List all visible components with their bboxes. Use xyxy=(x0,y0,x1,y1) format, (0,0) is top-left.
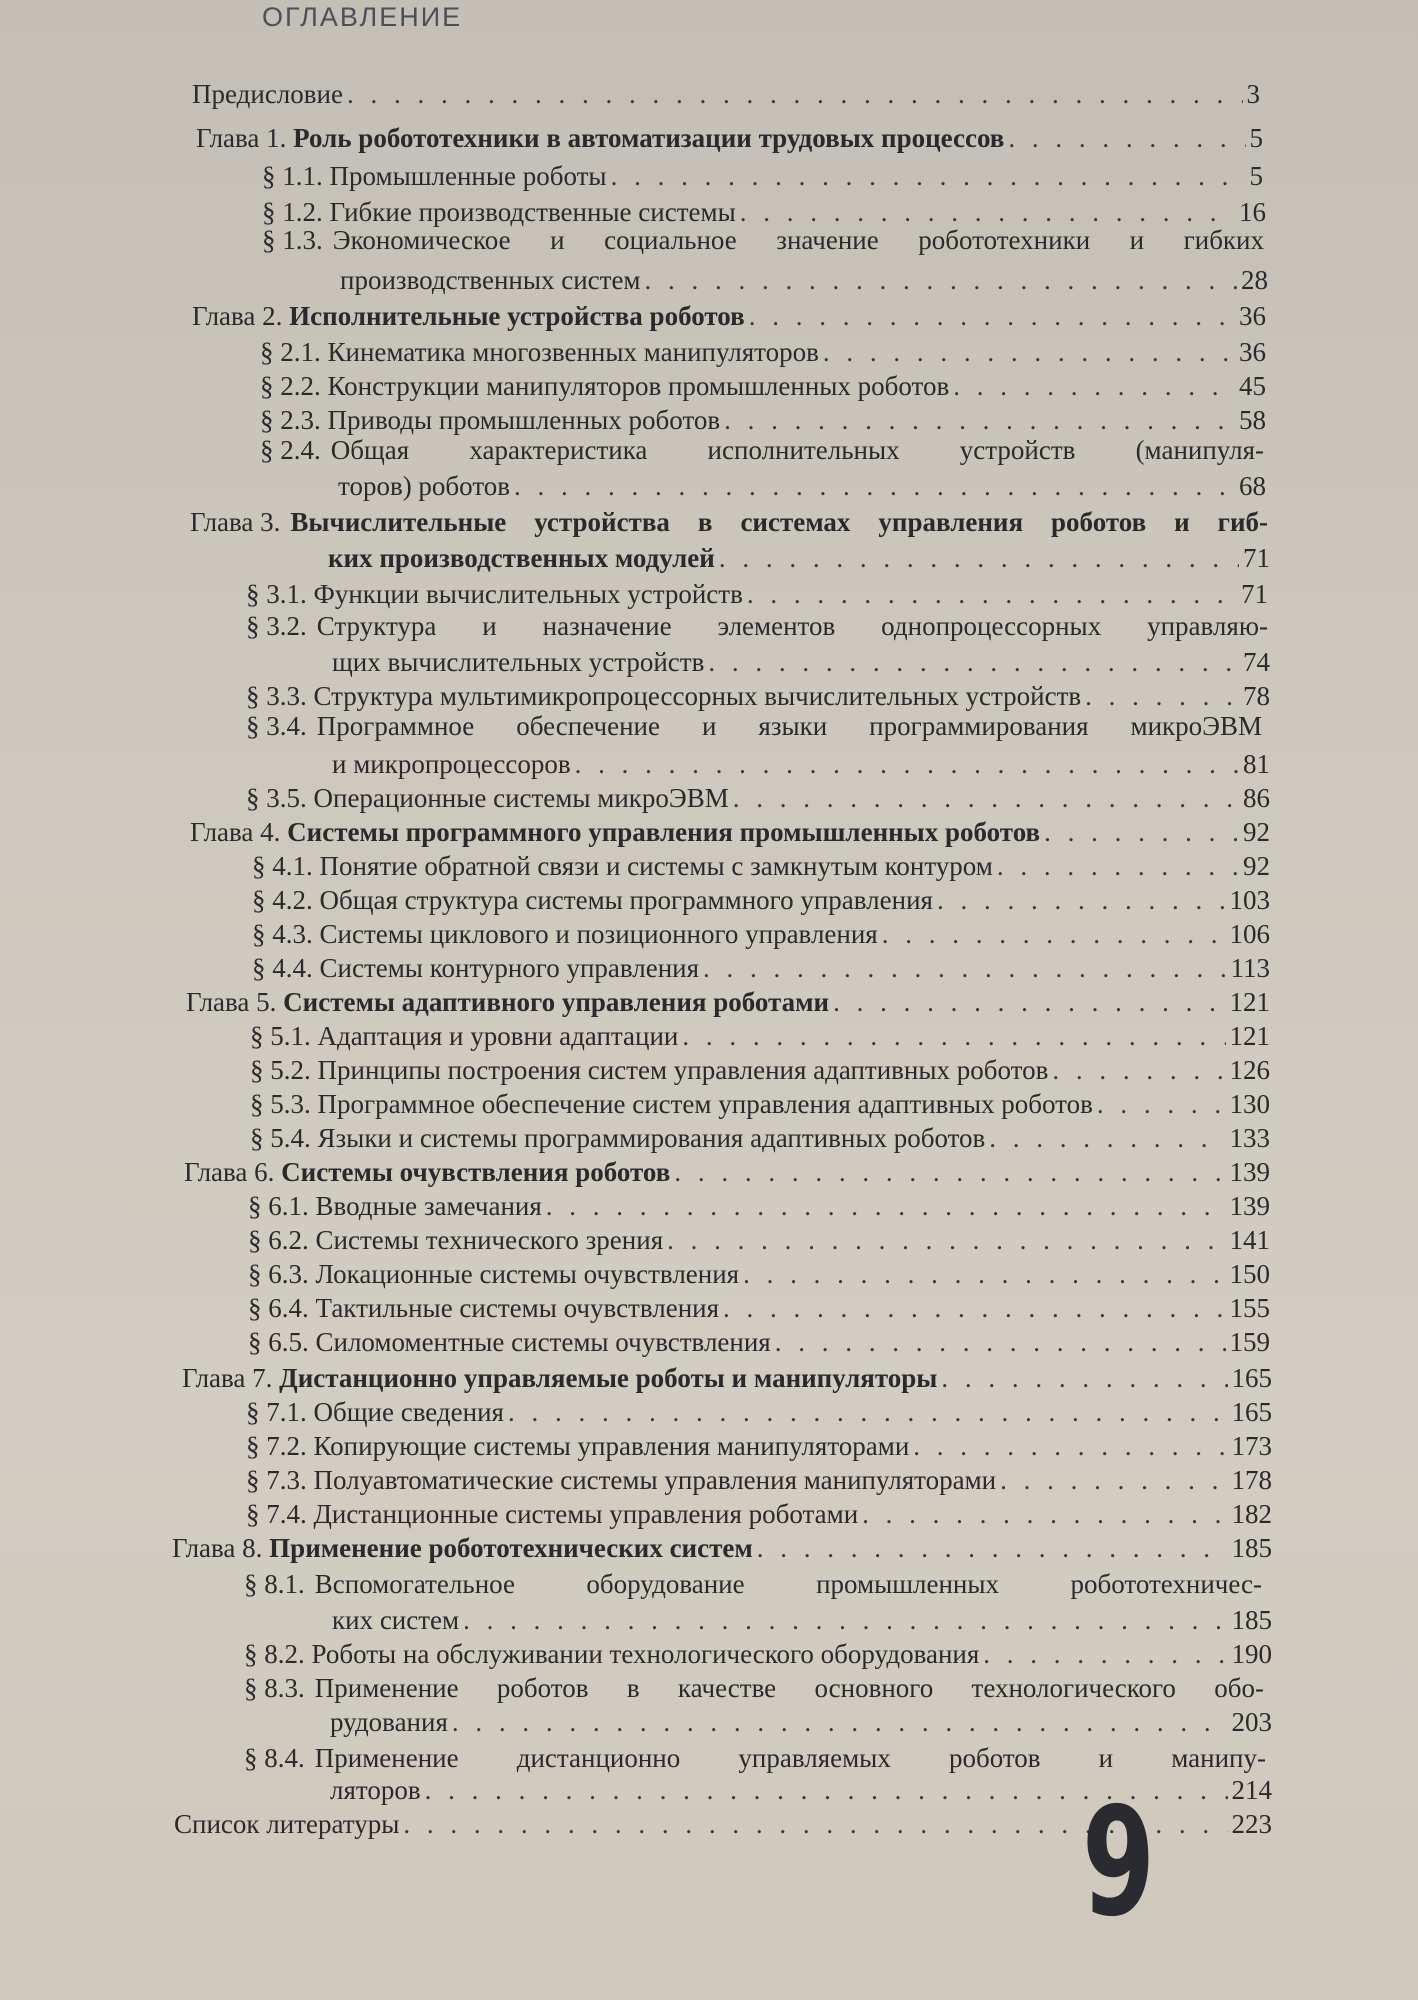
toc-entry-section-3-4-cont[interactable] xyxy=(332,748,1270,780)
toc-entry-section-2-4[interactable] xyxy=(260,434,1264,466)
toc-entry-preface[interactable] xyxy=(192,78,1260,110)
section-number: § 5.4. xyxy=(250,1123,311,1153)
section-number: § 1.2. xyxy=(262,197,323,227)
toc-entry-chapter-8[interactable] xyxy=(172,1532,1272,1564)
page-number: 92 xyxy=(1243,851,1270,881)
toc-entry-section-3-3[interactable] xyxy=(246,680,1270,712)
page-number: 141 xyxy=(1229,1225,1270,1255)
section-number: § 6.4. xyxy=(248,1293,309,1323)
section-number: § 6.5. xyxy=(248,1327,309,1357)
toc-entry-section-5-4[interactable] xyxy=(250,1122,1270,1154)
toc-entry-chapter-6[interactable] xyxy=(184,1156,1270,1188)
section-title: Структура мультимикропроцессорных вычислительных устройств xyxy=(313,681,1082,711)
leader-dots xyxy=(1044,816,1239,848)
section-title: Тактильные системы очувствления xyxy=(315,1293,720,1323)
toc-entry-section-3-1[interactable] xyxy=(246,578,1268,610)
section-title: Принципы построения систем управления адаптивных роботов xyxy=(317,1055,1049,1085)
chapter-number: Глава 5. xyxy=(186,987,277,1017)
section-number: § 2.3. xyxy=(260,405,321,435)
section-title-line-2: производственных систем xyxy=(340,265,641,295)
leader-dots xyxy=(708,646,1239,678)
section-title-line-1: Общая характеристика исполнительных устройств (манипуля- xyxy=(330,435,1264,465)
section-title-line-1: Структура и назначение элементов однопроцессорных управляю- xyxy=(316,611,1268,641)
leader-dots xyxy=(1085,680,1239,712)
section-title: Общая структура системы программного управления xyxy=(319,885,933,915)
toc-entry-section-5-1[interactable] xyxy=(250,1020,1270,1052)
toc-entry-chapter-2[interactable] xyxy=(192,300,1266,332)
section-title: Полуавтоматические системы управления манипуляторами xyxy=(313,1465,997,1495)
handwritten-page-mark: 9 xyxy=(1082,1776,1156,1950)
page-number: 45 xyxy=(1239,371,1266,401)
section-number: § 5.1. xyxy=(250,1021,311,1051)
page-number: 130 xyxy=(1229,1089,1270,1119)
section-title: Силомоментные системы очувствления xyxy=(315,1327,771,1357)
toc-entry-section-3-2-cont[interactable] xyxy=(332,646,1270,678)
page-number: 113 xyxy=(1230,953,1270,983)
section-title: Вводные замечания xyxy=(315,1191,542,1221)
toc-entry-section-3-2[interactable] xyxy=(246,610,1268,642)
page-number: 71 xyxy=(1243,543,1270,573)
page-number: 139 xyxy=(1229,1157,1270,1187)
section-title: Конструкции манипуляторов промышленных роботов xyxy=(327,371,950,401)
leader-dots xyxy=(749,300,1235,332)
page-number: 121 xyxy=(1229,1021,1270,1051)
section-number: § 3.4. xyxy=(246,711,307,741)
toc-entry-section-2-3[interactable] xyxy=(260,404,1266,436)
page-number: 103 xyxy=(1229,885,1270,915)
entry-title: Список литературы xyxy=(174,1809,400,1839)
section-number: § 4.3. xyxy=(252,919,313,949)
section-title: Копирующие системы управления манипуляторами xyxy=(313,1431,910,1461)
leader-dots xyxy=(1097,1088,1226,1120)
page-number: 92 xyxy=(1243,817,1270,847)
page-number: 126 xyxy=(1229,1055,1270,1085)
leader-dots xyxy=(452,1706,1228,1738)
chapter-number: Глава 7. xyxy=(182,1363,273,1393)
toc-entry-section-1-3[interactable] xyxy=(262,224,1264,256)
section-number: § 1.1. xyxy=(262,161,323,191)
section-number: § 2.4. xyxy=(260,435,321,465)
chapter-title: Применение робототехнических систем xyxy=(269,1533,753,1563)
chapter-number: Глава 3. xyxy=(190,507,281,537)
leader-dots xyxy=(983,1638,1227,1670)
page-number: 185 xyxy=(1231,1533,1272,1563)
section-number: § 6.2. xyxy=(248,1225,309,1255)
leader-dots xyxy=(463,1604,1227,1636)
leader-dots xyxy=(941,1362,1227,1394)
section-number: § 5.3. xyxy=(250,1089,311,1119)
toc-entry-section-6-1[interactable] xyxy=(248,1190,1270,1222)
section-title: Гибкие производственные системы xyxy=(329,197,736,227)
page-number: 203 xyxy=(1231,1707,1272,1737)
section-number: § 6.3. xyxy=(248,1259,309,1289)
toc-entry-chapter-4[interactable] xyxy=(190,816,1270,848)
page-number: 121 xyxy=(1229,987,1270,1017)
toc-entry-section-5-3[interactable] xyxy=(250,1088,1270,1120)
section-title: Функции вычислительных устройств xyxy=(313,579,743,609)
toc-entry-section-7-2[interactable] xyxy=(246,1430,1272,1462)
section-title-line-1: Применение дистанционно управляемых роботов и манипу- xyxy=(314,1743,1266,1773)
section-number: § 3.5. xyxy=(246,783,307,813)
section-title-line-2: и микропроцессоров xyxy=(332,749,571,779)
chapter-title: Дистанционно управляемые роботы и манипуляторы xyxy=(279,1363,938,1393)
chapter-title: Системы программного управления промышленных роботов xyxy=(287,817,1041,847)
toc-entry-section-7-4[interactable] xyxy=(246,1498,1272,1530)
page-number: 182 xyxy=(1231,1499,1272,1529)
entry-title: Предисловие xyxy=(192,79,343,109)
page-number: 58 xyxy=(1239,405,1266,435)
toc-entry-section-6-5[interactable] xyxy=(248,1326,1270,1358)
page-number: 36 xyxy=(1239,337,1266,367)
section-title: Адаптация и уровни адаптации xyxy=(317,1021,679,1051)
section-number: § 7.2. xyxy=(246,1431,307,1461)
section-number: § 5.2. xyxy=(250,1055,311,1085)
leader-dots xyxy=(508,1396,1228,1428)
section-title-line-1: Экономическое и социальное значение робототехники и гибких xyxy=(332,225,1264,255)
leader-dots xyxy=(674,1156,1225,1188)
section-title: Операционные системы микроЭВМ xyxy=(313,783,729,813)
section-number: § 2.1. xyxy=(260,337,321,367)
section-title-line-1: Программное обеспечение и языки программирования микроЭВМ xyxy=(316,711,1262,741)
leader-dots xyxy=(989,1122,1225,1154)
section-title: Системы циклового и позиционного управления xyxy=(319,919,878,949)
section-number: § 1.3. xyxy=(262,225,323,255)
section-number: § 3.3. xyxy=(246,681,307,711)
section-title: Понятие обратной связи и системы с замкнутым контуром xyxy=(319,851,993,881)
toc-entry-section-8-4[interactable] xyxy=(244,1742,1266,1774)
page-number: 165 xyxy=(1231,1397,1272,1427)
page-number: 3 xyxy=(1246,79,1260,109)
page-number: 71 xyxy=(1241,579,1268,609)
section-title-line-2: щих вычислительных устройств xyxy=(332,647,705,677)
toc-entry-section-3-4[interactable] xyxy=(246,710,1262,742)
section-number: § 4.2. xyxy=(252,885,313,915)
leader-dots xyxy=(823,336,1235,368)
leader-dots xyxy=(645,264,1237,296)
section-title-line-2: ких систем xyxy=(332,1605,460,1635)
leader-dots xyxy=(514,470,1235,502)
leader-dots xyxy=(997,850,1239,882)
section-number: § 4.1. xyxy=(252,851,313,881)
page-number: 223 xyxy=(1231,1809,1272,1839)
section-title: Системы технического зрения xyxy=(315,1225,664,1255)
toc-entry-chapter-1[interactable] xyxy=(196,122,1263,154)
leader-dots xyxy=(775,1326,1226,1358)
leader-dots xyxy=(757,1532,1228,1564)
toc-entry-section-4-1[interactable] xyxy=(252,850,1270,882)
toc-entry-section-6-2[interactable] xyxy=(248,1224,1270,1256)
section-number: § 7.4. xyxy=(246,1499,307,1529)
section-title-line-2: торов) роботов xyxy=(338,471,511,501)
section-number: § 3.2. xyxy=(246,611,307,641)
leader-dots xyxy=(611,160,1246,192)
section-number: § 3.1. xyxy=(246,579,307,609)
toc-entry-chapter-5[interactable] xyxy=(186,986,1270,1018)
chapter-title: Роль робототехники в автоматизации трудовых процессов xyxy=(293,123,1005,153)
toc-entry-chapter-3-cont[interactable] xyxy=(328,542,1270,574)
toc-entry-section-4-3[interactable] xyxy=(252,918,1270,950)
page-number: 185 xyxy=(1231,1605,1272,1635)
toc-entry-section-5-2[interactable] xyxy=(250,1054,1270,1086)
toc-entry-section-2-2[interactable] xyxy=(260,370,1266,402)
section-title: Языки и системы программирования адаптивных роботов xyxy=(317,1123,986,1153)
chapter-title-line-2: ких производственных модулей xyxy=(328,543,715,573)
page-number: 28 xyxy=(1241,265,1268,295)
page-number: 16 xyxy=(1239,197,1266,227)
section-number: § 4.4. xyxy=(252,953,313,983)
chapter-number: Глава 4. xyxy=(190,817,281,847)
page-number: 139 xyxy=(1229,1191,1270,1221)
page-number: 173 xyxy=(1231,1431,1272,1461)
page-number: 155 xyxy=(1229,1293,1270,1323)
page-number: 36 xyxy=(1239,301,1266,331)
toc-entry-chapter-3[interactable] xyxy=(190,506,1268,538)
section-number: § 8.2. xyxy=(244,1639,305,1669)
section-title: Промышленные роботы xyxy=(329,161,607,191)
toc-entry-section-8-2[interactable] xyxy=(244,1638,1272,1670)
section-title: Роботы на обслуживании технологического оборудования xyxy=(311,1639,980,1669)
section-number: § 2.2. xyxy=(260,371,321,401)
leader-dots xyxy=(913,1430,1227,1462)
page-number: 159 xyxy=(1229,1327,1270,1357)
chapter-number: Глава 6. xyxy=(184,1157,275,1187)
leader-dots xyxy=(743,1258,1225,1290)
toc-entry-section-6-3[interactable] xyxy=(248,1258,1270,1290)
toc-entry-section-4-4[interactable] xyxy=(252,952,1270,984)
toc-entry-section-2-1[interactable] xyxy=(260,336,1266,368)
leader-dots xyxy=(667,1224,1225,1256)
page-number: 178 xyxy=(1231,1465,1272,1495)
page-number: 74 xyxy=(1243,647,1270,677)
section-number: § 8.4. xyxy=(244,1743,305,1773)
section-title: Системы контурного управления xyxy=(319,953,700,983)
chapter-title: Системы очувствления роботов xyxy=(281,1157,671,1187)
toc-entry-section-8-1[interactable] xyxy=(244,1568,1262,1600)
toc-entry-section-8-3[interactable] xyxy=(244,1672,1264,1704)
section-number: § 6.1. xyxy=(248,1191,309,1221)
leader-dots xyxy=(1052,1054,1225,1086)
page-number: 5 xyxy=(1249,123,1263,153)
page-number: 150 xyxy=(1229,1259,1270,1289)
page-number: 214 xyxy=(1231,1775,1272,1805)
toc-entry-section-1-3-cont[interactable] xyxy=(340,264,1268,296)
section-title: Приводы промышленных роботов xyxy=(327,405,721,435)
page-number: 106 xyxy=(1229,919,1270,949)
leader-dots xyxy=(682,1020,1225,1052)
leader-dots xyxy=(1008,122,1245,154)
section-number: § 7.3. xyxy=(246,1465,307,1495)
leader-dots xyxy=(1000,1464,1227,1496)
toc-entry-section-8-3-cont[interactable] xyxy=(330,1706,1272,1738)
section-title: Общие сведения xyxy=(313,1397,504,1427)
toc-entry-section-4-2[interactable] xyxy=(252,884,1270,916)
leader-dots xyxy=(724,404,1235,436)
section-title: Дистанционные системы управления роботами xyxy=(313,1499,859,1529)
section-number: § 7.1. xyxy=(246,1397,307,1427)
section-title: Кинематика многозвенных манипуляторов xyxy=(327,337,819,367)
section-title: Программное обеспечение систем управления адаптивных роботов xyxy=(317,1089,1093,1119)
leader-dots xyxy=(733,782,1239,814)
leader-dots xyxy=(882,918,1226,950)
section-title-line-1: Применение роботов в качестве основного технологического обо- xyxy=(314,1673,1264,1703)
page-number: 165 xyxy=(1231,1363,1272,1393)
leader-dots xyxy=(347,78,1243,110)
toc-entry-chapter-7[interactable] xyxy=(182,1362,1272,1394)
section-title: Локационные системы очувствления xyxy=(315,1259,740,1289)
chapter-title-line-1: Вычислительные устройства в системах управления роботов и гиб- xyxy=(290,507,1268,537)
toc-entry-section-3-5[interactable] xyxy=(246,782,1270,814)
chapter-title: Исполнительные устройства роботов xyxy=(289,301,745,331)
leader-dots xyxy=(953,370,1235,402)
page-number: 68 xyxy=(1239,471,1266,501)
chapter-title: Системы адаптивного управления роботами xyxy=(283,987,830,1017)
leader-dots xyxy=(546,1190,1226,1222)
leader-dots xyxy=(703,952,1226,984)
leader-dots xyxy=(723,1292,1225,1324)
section-number: § 8.3. xyxy=(244,1673,305,1703)
chapter-number: Глава 2. xyxy=(192,301,283,331)
section-title-line-2: рудования xyxy=(330,1707,448,1737)
leader-dots xyxy=(719,542,1239,574)
page-number: 78 xyxy=(1243,681,1270,711)
leader-dots xyxy=(833,986,1225,1018)
page-number: 5 xyxy=(1249,161,1263,191)
leader-dots xyxy=(747,578,1237,610)
leader-dots xyxy=(937,884,1226,916)
contents-heading: ОГЛАВЛЕНИЕ xyxy=(262,2,463,32)
chapter-number: Глава 1. xyxy=(196,123,287,153)
section-title-line-1: Вспомогательное оборудование промышленных робототехничес- xyxy=(314,1569,1262,1599)
section-title-line-2: ляторов xyxy=(330,1775,421,1805)
page-number: 86 xyxy=(1243,783,1270,813)
toc-entry-section-7-1[interactable] xyxy=(246,1396,1272,1428)
page-number: 190 xyxy=(1231,1639,1272,1669)
toc-entry-section-1-1[interactable] xyxy=(262,160,1263,192)
section-number: § 8.1. xyxy=(244,1569,305,1599)
leader-dots xyxy=(862,1498,1227,1530)
toc-entry-section-8-1-cont[interactable] xyxy=(332,1604,1272,1636)
chapter-number: Глава 8. xyxy=(172,1533,263,1563)
leader-dots xyxy=(575,748,1239,780)
toc-entry-section-2-4-cont[interactable] xyxy=(338,470,1266,502)
toc-entry-section-7-3[interactable] xyxy=(246,1464,1272,1496)
page-number: 133 xyxy=(1229,1123,1270,1153)
page-number: 81 xyxy=(1243,749,1270,779)
toc-entry-section-6-4[interactable] xyxy=(248,1292,1270,1324)
